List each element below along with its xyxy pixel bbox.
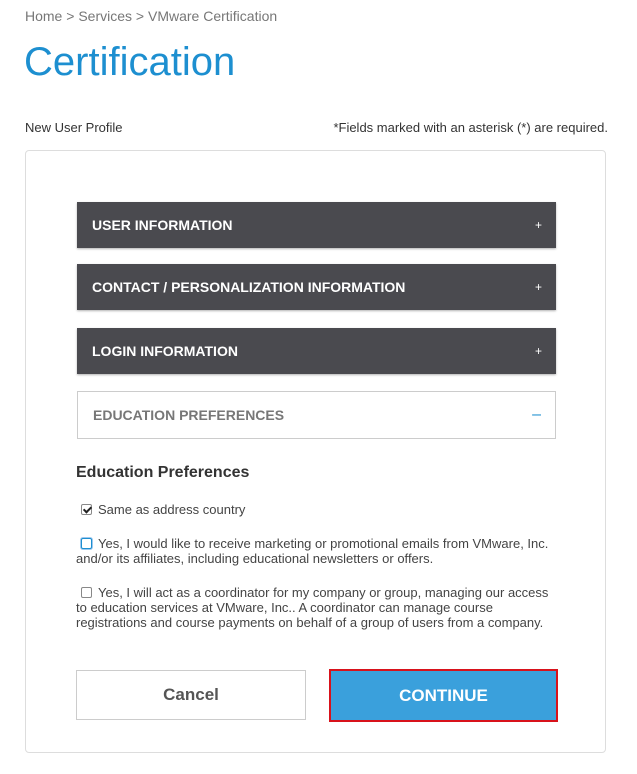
breadcrumb-separator: > (66, 8, 75, 24)
continue-button[interactable]: CONTINUE (329, 669, 558, 722)
accordion-login-information[interactable] (77, 328, 556, 374)
expand-icon: + (534, 344, 542, 358)
profile-label: New User Profile (25, 120, 123, 135)
accordion-label: LOGIN INFORMATION (92, 343, 238, 359)
option-same-as-address (76, 502, 556, 517)
option-marketing-emails (76, 536, 556, 566)
breadcrumb-current: VMware Certification (147, 8, 278, 24)
accordion-education-preferences[interactable] (77, 391, 556, 439)
coordinator-checkbox[interactable] (81, 587, 92, 598)
accordion-label: CONTACT / PERSONALIZATION INFORMATION (92, 279, 406, 295)
breadcrumb-home[interactable]: Home (25, 8, 63, 24)
marketing-emails-checkbox[interactable] (81, 538, 92, 549)
option-label: Yes, I will act as a coordinator for my company or group, managing our access to education services at VMware, Inc.. A coordinator can manage course registrations and course payments on behalf of a group of users from a company. (76, 585, 549, 630)
expand-icon: + (534, 280, 542, 294)
accordion-label: USER INFORMATION (92, 217, 233, 233)
required-fields-note: *Fields marked with an asterisk (*) are required. (333, 120, 608, 135)
page-title: Certification (24, 40, 236, 84)
education-preferences-heading: Education Preferences (76, 464, 250, 481)
collapse-icon: – (532, 406, 541, 423)
accordion-label: EDUCATION PREFERENCES (93, 407, 285, 423)
breadcrumb (25, 8, 277, 24)
form-subheader (25, 120, 608, 135)
same-as-address-checkbox[interactable] (81, 504, 92, 515)
expand-icon: + (534, 218, 542, 232)
accordion-contact-personalization[interactable] (77, 264, 556, 310)
breadcrumb-services[interactable]: Services (78, 8, 133, 24)
cancel-button[interactable]: Cancel (76, 670, 306, 720)
option-label: Yes, I would like to receive marketing or promotional emails from VMware, Inc. and/or its affiliates, including educational newsletters or offers. (76, 536, 549, 566)
accordion-user-information[interactable] (77, 202, 556, 248)
option-label: Same as address country (98, 502, 246, 517)
profile-form-card (25, 150, 606, 753)
breadcrumb-separator: > (135, 8, 145, 24)
option-coordinator (76, 585, 556, 630)
